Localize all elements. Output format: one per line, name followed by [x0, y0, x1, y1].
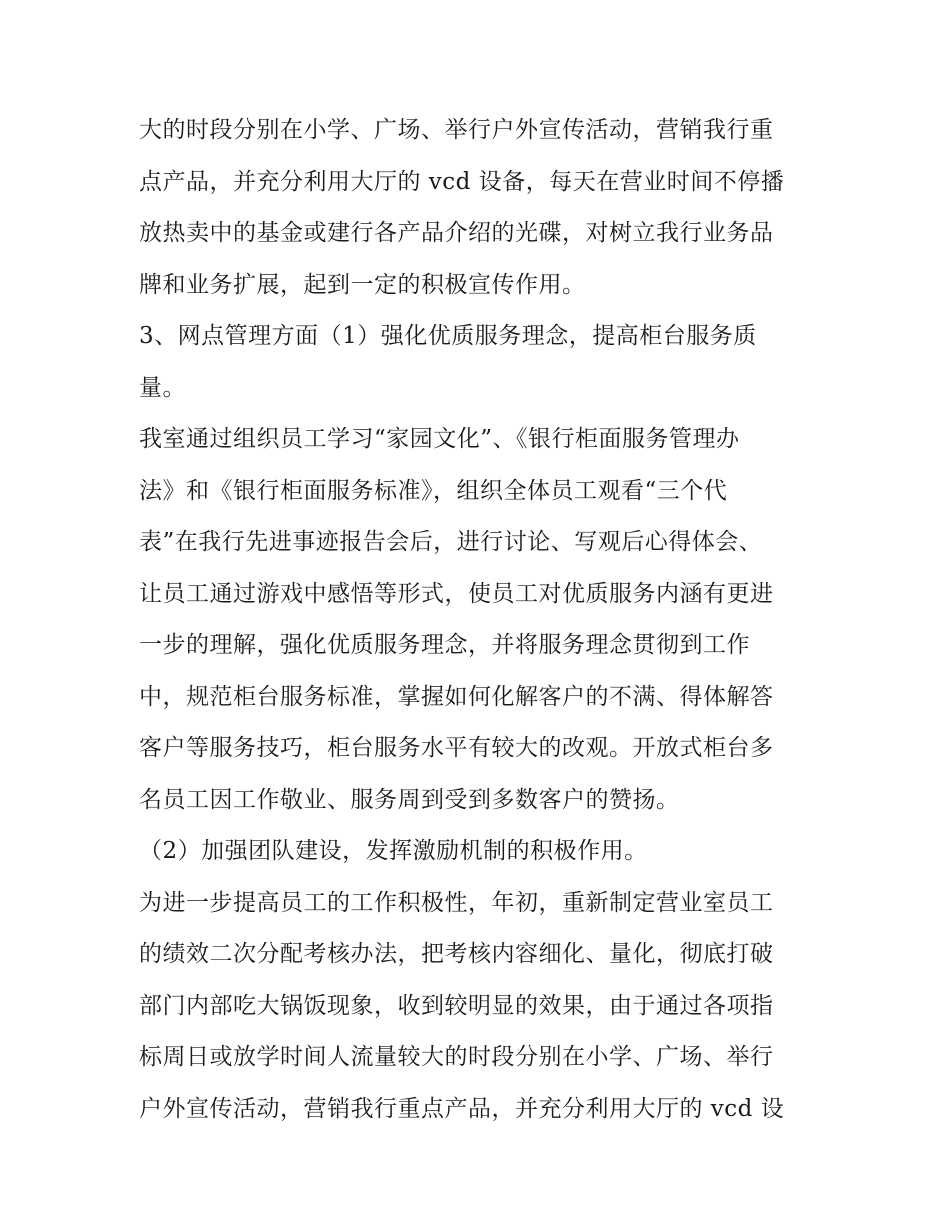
subsection-heading-line: （2）加强团队建设，发挥激励机制的积极作用。 — [139, 838, 648, 864]
text-line: 大的时段分别在小学、广场、举行户外宣传活动，营销我行重 — [139, 117, 774, 143]
text-line: 放热卖中的基金或建行各产品介绍的光碟，对树立我行业务品 — [139, 220, 774, 246]
text-line: 为进一步提高员工的工作积极性，年初，重新制定营业室员工 — [139, 889, 774, 916]
text-line: 牌和业务扩展，起到一定的积极宣传作用。 — [139, 271, 586, 298]
text-line: 我室通过组织员工学习“家园文化”、《银行柜面服务管理办 — [139, 426, 740, 452]
text-line: 表”在我行先进事迹报告会后，进行讨论、写观后心得体会、 — [139, 529, 763, 555]
document-body — [139, 110, 819, 1140]
text-line: 客户等服务技巧，柜台服务水平有较大的改观。开放式柜台多 — [139, 735, 774, 761]
text-line: 点产品，并充分利用大厅的 vcd 设备，每天在营业时间不停播 — [139, 168, 785, 195]
text-line: 部门内部吃大锅饭现象，收到较明显的效果，由于通过各项指 — [139, 992, 774, 1019]
section-heading-line: 3、网点管理方面（1）强化优质服务理念，提高柜台服务质 — [139, 323, 757, 349]
text-line: 户外宣传活动，营销我行重点产品，并充分利用大厅的 vcd 设 — [139, 1095, 785, 1122]
text-line: 中，规范柜台服务标准，掌握如何化解客户的不满、得体解答 — [139, 683, 774, 710]
text-line: 让员工通过游戏中感悟等形式，使员工对优质服务内涵有更进 — [139, 580, 774, 607]
text-line: 法》和《银行柜面服务标准》，组织全体员工观看“三个代 — [139, 477, 728, 504]
text-line: 一步的理解，强化优质服务理念，并将服务理念贯彻到工作 — [139, 632, 750, 658]
text-line: 标周日或放学时间人流量较大的时段分别在小学、广场、举行 — [139, 1044, 774, 1070]
text-line: 名员工因工作敬业、服务周到受到多数客户的赞扬。 — [139, 786, 680, 813]
text-line: 的绩效二次分配考核办法，把考核内容细化、量化，彻底打破 — [139, 941, 774, 967]
section-heading-line: 量。 — [139, 374, 186, 401]
